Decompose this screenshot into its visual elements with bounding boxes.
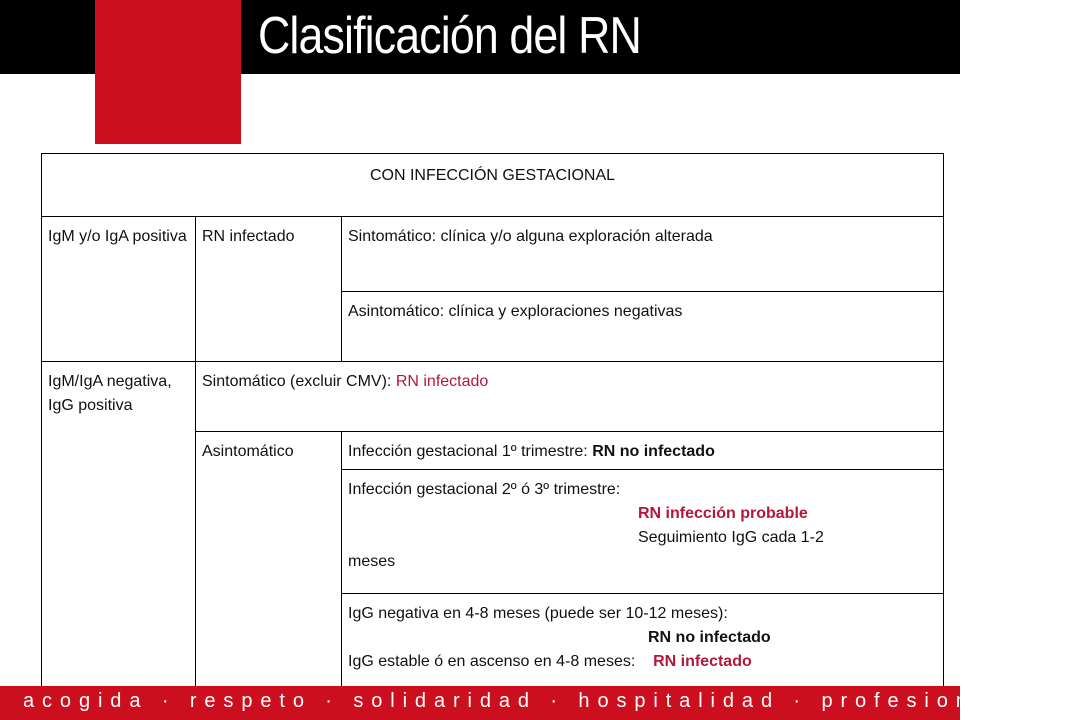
symptomatic-prefix: Sintomático (excluir CMV):	[202, 373, 392, 390]
red-accent-block	[95, 0, 241, 144]
table-header: CON INFECCIÓN GESTACIONAL	[42, 154, 944, 217]
symptomatic-exclude-cmv	[196, 362, 944, 432]
second-third-trimester-cell	[342, 470, 944, 594]
igg-stable-result: RN infectado	[653, 653, 752, 670]
symptomatic-description: Sintomático: clínica y/o alguna exploración alterada	[342, 217, 944, 292]
footer-motto: acogida · respeto · solidaridad · hospitalidad · profesionalidad	[23, 690, 1076, 712]
first-trimester-cell	[342, 432, 944, 470]
table-header-row	[42, 154, 944, 217]
asymptomatic-label: Asintomático	[196, 432, 342, 687]
criterion-igm-positive: IgM y/o IgA positiva	[42, 217, 196, 362]
first-trimester-prefix: Infección gestacional 1º trimestre:	[348, 443, 593, 460]
igg-negative-result: RN no infectado	[648, 629, 771, 646]
igg-negative-prefix: IgG negativa en 4-8 meses (puede ser 10-12 meses):	[348, 605, 728, 622]
second-third-result: RN infección probable	[638, 505, 808, 522]
footer-band	[0, 686, 1076, 720]
table-row	[42, 217, 944, 292]
igg-stable-prefix: IgG estable ó en ascenso en 4-8 meses:	[348, 653, 636, 670]
second-third-prefix: Infección gestacional 2º ó 3º trimestre:	[348, 481, 621, 498]
result-infected: RN infectado	[196, 217, 342, 362]
igg-evolution-cell	[342, 594, 944, 687]
asymptomatic-description: Asintomático: clínica y exploraciones negativas	[342, 292, 944, 362]
page-title: Clasificación del RN	[258, 7, 641, 65]
table-row	[42, 362, 944, 432]
classification-table	[41, 153, 944, 687]
followup-line: Seguimiento IgG cada 1-2	[638, 529, 824, 546]
followup-line-continued: meses	[348, 553, 396, 570]
criterion-igg-positive: IgM/IgA negativa, IgG positiva	[42, 362, 196, 687]
igg-stable-line	[348, 650, 937, 674]
first-trimester-result: RN no infectado	[592, 443, 715, 460]
symptomatic-result: RN infectado	[391, 373, 489, 390]
